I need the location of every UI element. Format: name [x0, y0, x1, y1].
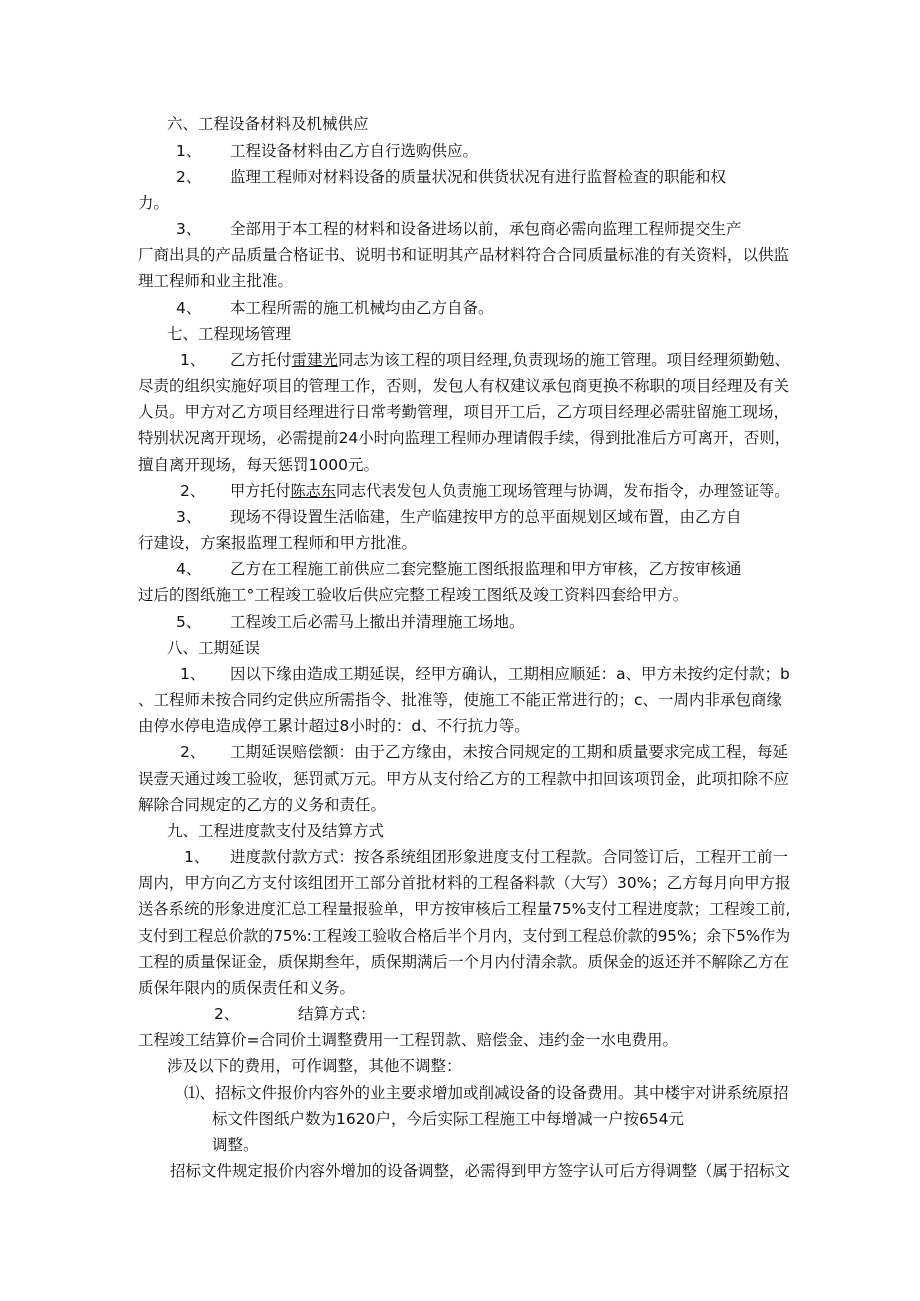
paragraph-line: 乙方在工程施工前供应二套完整施工图纸报监理和甲方审核，乙方按审核通 [230, 560, 742, 578]
paragraph-line: 因以下缘由造成工期延误，经甲方确认，工期相应顺延：a、甲方未按约定付款；b [230, 665, 790, 683]
paragraph-line: 行建设，方案报监理工程师和甲方批准。 [138, 534, 418, 552]
paragraph-line: 招标文件规定报价内容外增加的设备调整，必需得到甲方签字认可后方得调整（属于招标文 [170, 1162, 791, 1180]
section-7-heading: 七、工程现场管理 [167, 325, 292, 343]
item-number: 1、 [176, 142, 202, 160]
paragraph-line: 支付到工程总价款的75%:工程竣工验收合格后半个月内，支付到工程总价款的95%；余下5%作为 [138, 927, 791, 945]
item-number: 2、 [176, 168, 202, 186]
paragraph-line: 结算方式： [298, 1005, 376, 1023]
item-number: 2、 [180, 482, 206, 500]
paragraph-line: 力。 [138, 194, 170, 212]
paragraph-line: 人员。甲方对乙方项目经理进行日常考勤管理，项目开工后，乙方项目经理必需驻留施工现场， [138, 403, 790, 421]
paragraph-line: 质保年限内的质保责任和义务。 [138, 979, 356, 997]
item-number: 1、 [184, 848, 210, 866]
text-run: 甲方托付 [230, 482, 291, 500]
paragraph-line: 周内，甲方向乙方支付该组团开工部分首批材料的工程备料款（大写）30%；乙方每月向甲方报 [138, 874, 791, 892]
sub-item-line: ⑴、招标文件报价内容外的业主要求增加或削减设备的设备费用。其中楼宇对讲系统原招 [184, 1084, 789, 1102]
text-run: 乙方托付 [230, 351, 292, 369]
item-number: 1、 [180, 351, 206, 369]
text-run: 同志为该工程的项目经理,负责现场的施工管理。项目经理须勤勉、 [337, 351, 790, 369]
paragraph-line: 理工程师和业主批准。 [138, 272, 294, 290]
settlement-formula: 工程竣工结算价=合同价土调整费用一工程罚款、赔偿金、违约金一水电费用。 [138, 1031, 678, 1049]
item-number: 5、 [176, 613, 202, 631]
paragraph-line [230, 350, 790, 370]
paragraph-line: 由停水停电造成停工累计超过8小时的：d、不行抗力等。 [138, 717, 530, 735]
paragraph-line: 全部用于本工程的材料和设备进场以前，承包商必需向监理工程师提交生产 [230, 220, 742, 238]
paragraph-line: 工程的质量保证金，质保期叁年，质保期满后一个月内付清余款。质保金的返还并不解除乙方在 [138, 953, 790, 971]
paragraph-line: 本工程所需的施工机械均由乙方自备。 [230, 299, 494, 317]
item-number: 4、 [176, 560, 202, 578]
item-number: 3、 [176, 508, 202, 526]
item-number: 4、 [176, 299, 202, 317]
text-run: 同志代表发包人负责施工现场管理与协调，发布指令，办理签证等。 [335, 482, 790, 500]
representative-name: 陈志东 [290, 482, 336, 500]
paragraph-line [230, 481, 790, 501]
section-8-heading: 八、工期延误 [167, 639, 261, 657]
project-manager-name: 雷建光 [291, 351, 338, 369]
paragraph-line: 特别状况离开现场，必需提前24小时向监理工程师办理请假手续，得到批准后方可离开，否则， [138, 429, 791, 447]
paragraph-line: 监理工程师对材料设备的质量状况和供货状况有进行监督检查的职能和权 [230, 168, 727, 186]
paragraph-line: 进度款付款方式：按各系统组团形象进度支付工程款。合同签订后，工程开工前一 [230, 848, 789, 866]
paragraph-line: 过后的图纸施工°工程竣工验收后供应完整工程竣工图纸及竣工资料四套给甲方。 [138, 586, 689, 604]
paragraph-line: 尽责的组织实施好项目的管理工作，否则，发包人有权建议承包商更换不称职的项目经理及有关 [138, 377, 790, 395]
paragraph-line: 现场不得设置生活临建，生产临建按甲方的总平面规划区域布置，由乙方自 [230, 508, 742, 526]
paragraph-line: 工程设备材料由乙方自行选购供应。 [230, 142, 479, 160]
sub-item-line: 标文件图纸户数为1620户，今后实际工程施工中每增减一户按654元 [212, 1110, 685, 1128]
paragraph-line: 误壹天通过竣工验收，惩罚贰万元。甲方从支付给乙方的工程款中扣回该项罚金，此项扣除不应 [138, 770, 790, 788]
paragraph-line: 工程竣工后必需马上撤出并清理施工场地。 [230, 613, 525, 631]
item-number: 1、 [180, 665, 206, 683]
paragraph-line: 擅自离开现场，每天惩罚1000元。 [138, 456, 379, 474]
paragraph-line: 解除合同规定的乙方的义务和责任。 [138, 796, 387, 814]
paragraph-line: 、工程师未按合同约定供应所需指令、批准等，使施工不能正常进行的；c、一周内非承包商缘 [138, 691, 783, 709]
paragraph-line: 送各系统的形象进度汇总工程量报验单，甲方按审核后工程量75%支付工程进度款；工程竣工前, [138, 900, 791, 918]
section-6-heading: 六、工程设备材料及机械供应 [167, 115, 369, 133]
paragraph-line: 涉及以下的费用，可作调整，其他不调整： [167, 1057, 462, 1075]
paragraph-line: 工期延误赔偿额：由于乙方缘由，未按合同规定的工期和质量要求完成工程，每延 [230, 743, 789, 761]
sub-item-line: 调整。 [212, 1136, 259, 1154]
section-9-heading: 九、工程进度款支付及结算方式 [167, 822, 385, 840]
item-number: 2、 [214, 1005, 240, 1023]
paragraph-line: 厂商出具的产品质量合格证书、说明书和证明其产品材料符合合同质量标准的有关资料，以供监 [138, 246, 790, 264]
item-number: 3、 [176, 220, 202, 238]
item-number: 2、 [180, 743, 206, 761]
